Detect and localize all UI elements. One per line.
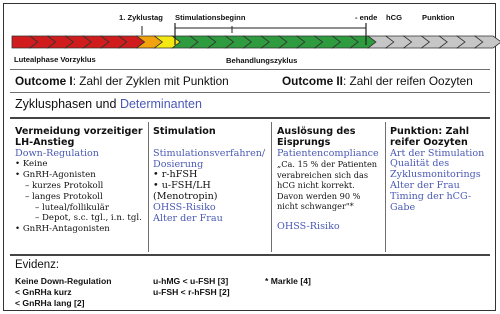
evidence-a-line-1: Keine Down-Regulation (15, 276, 112, 286)
evidence-b-line-2: u-FSH < r-hFSH [2] (153, 287, 230, 297)
marker-hcg: hCG (386, 13, 403, 22)
c1-item-depot: – Depot, s.c. tgl., i.n. tgl. (35, 213, 142, 224)
section-prefix: Zyklusphasen und (15, 97, 120, 111)
outcome-two-text: : Zahl der reifen Oozyten (342, 74, 473, 88)
c3-det-ohss: OHSS-Risiko (277, 221, 340, 233)
c1-item-keine: • Keine (15, 159, 48, 170)
c1-determinant: Down-Regulation (15, 147, 99, 159)
divider-section (10, 117, 490, 119)
c2-det-dosierung: Dosierung (153, 158, 204, 170)
c1-item-agonisten: • GnRH-Agonisten (15, 170, 96, 181)
c1-title-2: LH-Anstieg (15, 136, 75, 148)
bullet-icon: • (15, 224, 23, 235)
c3-quote-line-1: „Ca. 15 % der Patienten (277, 159, 378, 170)
outcome-two-label: Outcome II (282, 74, 343, 88)
c4-title-1: Punktion: Zahl (390, 126, 470, 137)
section-heading (15, 97, 202, 111)
c2-det-ohss: OHSS-Risiko (153, 201, 216, 213)
c3-quote-line-2: verabreichen sich das (277, 169, 369, 180)
divider-top (10, 69, 490, 70)
outcome-two (282, 74, 473, 88)
evidence-stimulation (153, 276, 230, 298)
arrow-chain (12, 36, 500, 48)
c4-det-art: Art der Stimulation (390, 147, 485, 159)
column-divider-3 (385, 122, 386, 252)
c4-det-gabe: Gabe (390, 201, 416, 213)
column-divider-1 (148, 122, 149, 252)
c3-quote-line-5: nicht schwanger"* (277, 201, 354, 212)
c2-det-verfahren: Stimulationsverfahren/ (153, 147, 266, 159)
c3-title-2: Eisprungs (277, 136, 331, 148)
phase-lutealphase: Lutealphase Vorzyklus (14, 55, 96, 64)
c1-item-kurz: – kurzes Protokoll (25, 180, 104, 191)
bullet-icon: • (15, 159, 23, 170)
bullet-icon: • (153, 180, 162, 192)
c2-det-alter: Alter der Frau (153, 212, 223, 224)
divider-evidence (10, 254, 490, 256)
outcome-one-label: Outcome I (15, 74, 73, 88)
c4-det-qualitaet: Qualität des (390, 158, 450, 170)
c3-quote-line-4: Davon werden 90 % (277, 190, 361, 201)
column-divider-2 (271, 122, 272, 252)
divider-outcome (10, 92, 490, 93)
c2-item-rhfsh: • r-hFSH (153, 169, 198, 181)
marker-punktion: Punktion (422, 13, 455, 22)
evidence-down-regulation (15, 276, 111, 309)
c4-det-timing: Timing der hCG- (390, 190, 472, 202)
c4-det-alter: Alter der Frau (390, 179, 460, 191)
marker-ende: - ende (355, 13, 378, 22)
c4-det-monitoring: Zyklusmonitorings (390, 169, 481, 181)
c2-item-ufsh: • u-FSH/LH (153, 180, 211, 192)
outcome-one (15, 74, 229, 88)
column-eisprung (277, 127, 383, 233)
evidence-title: Evidenz: (15, 259, 60, 271)
c1-title-1: Vermeidung vorzeitiger (15, 126, 143, 137)
c4-title-2: reifer Oozyten (390, 136, 468, 148)
evidence-c-line-1: * Markle [4] (265, 276, 311, 286)
c2-item-menotropin: (Menotropin) (153, 190, 218, 202)
outcome-one-text: : Zahl der Zyklen mit Punktion (72, 74, 229, 88)
c3-quote-line-3: hCG nicht korrekt. (277, 180, 355, 191)
c2-title: Stimulation (153, 126, 216, 137)
column-lh-anstieg (15, 127, 145, 235)
c1-item-antagonisten: • GnRH-Antagonisten (15, 224, 110, 235)
evidence-a-line-3: < GnRHa lang [2] (15, 298, 85, 308)
evidence-b-line-1: u-hMG < u-FSH [3] (153, 276, 229, 286)
c3-quote (277, 159, 383, 211)
c3-title-1: Auslösung des (277, 126, 356, 137)
c1-item-luteal: – luteal/follikulär (35, 202, 109, 213)
bullet-icon: • (15, 170, 23, 181)
evidence-a-line-2: < GnRHa kurz (15, 287, 72, 297)
evidence-markle (265, 276, 311, 287)
bullet-icon: • (153, 169, 162, 181)
phase-behandlung: Behandlungszyklus (226, 56, 298, 65)
c1-item-lang: – langes Protokoll (25, 191, 103, 202)
section-highlight: Determinanten (119, 97, 202, 111)
column-punktion (390, 127, 490, 213)
marker-zyklustag: 1. Zyklustag (119, 13, 163, 22)
column-stimulation (153, 127, 268, 224)
c3-det-compliance: Patientencompliance (277, 147, 379, 159)
marker-stimulationsbeginn: Stimulationsbeginn (175, 13, 246, 22)
